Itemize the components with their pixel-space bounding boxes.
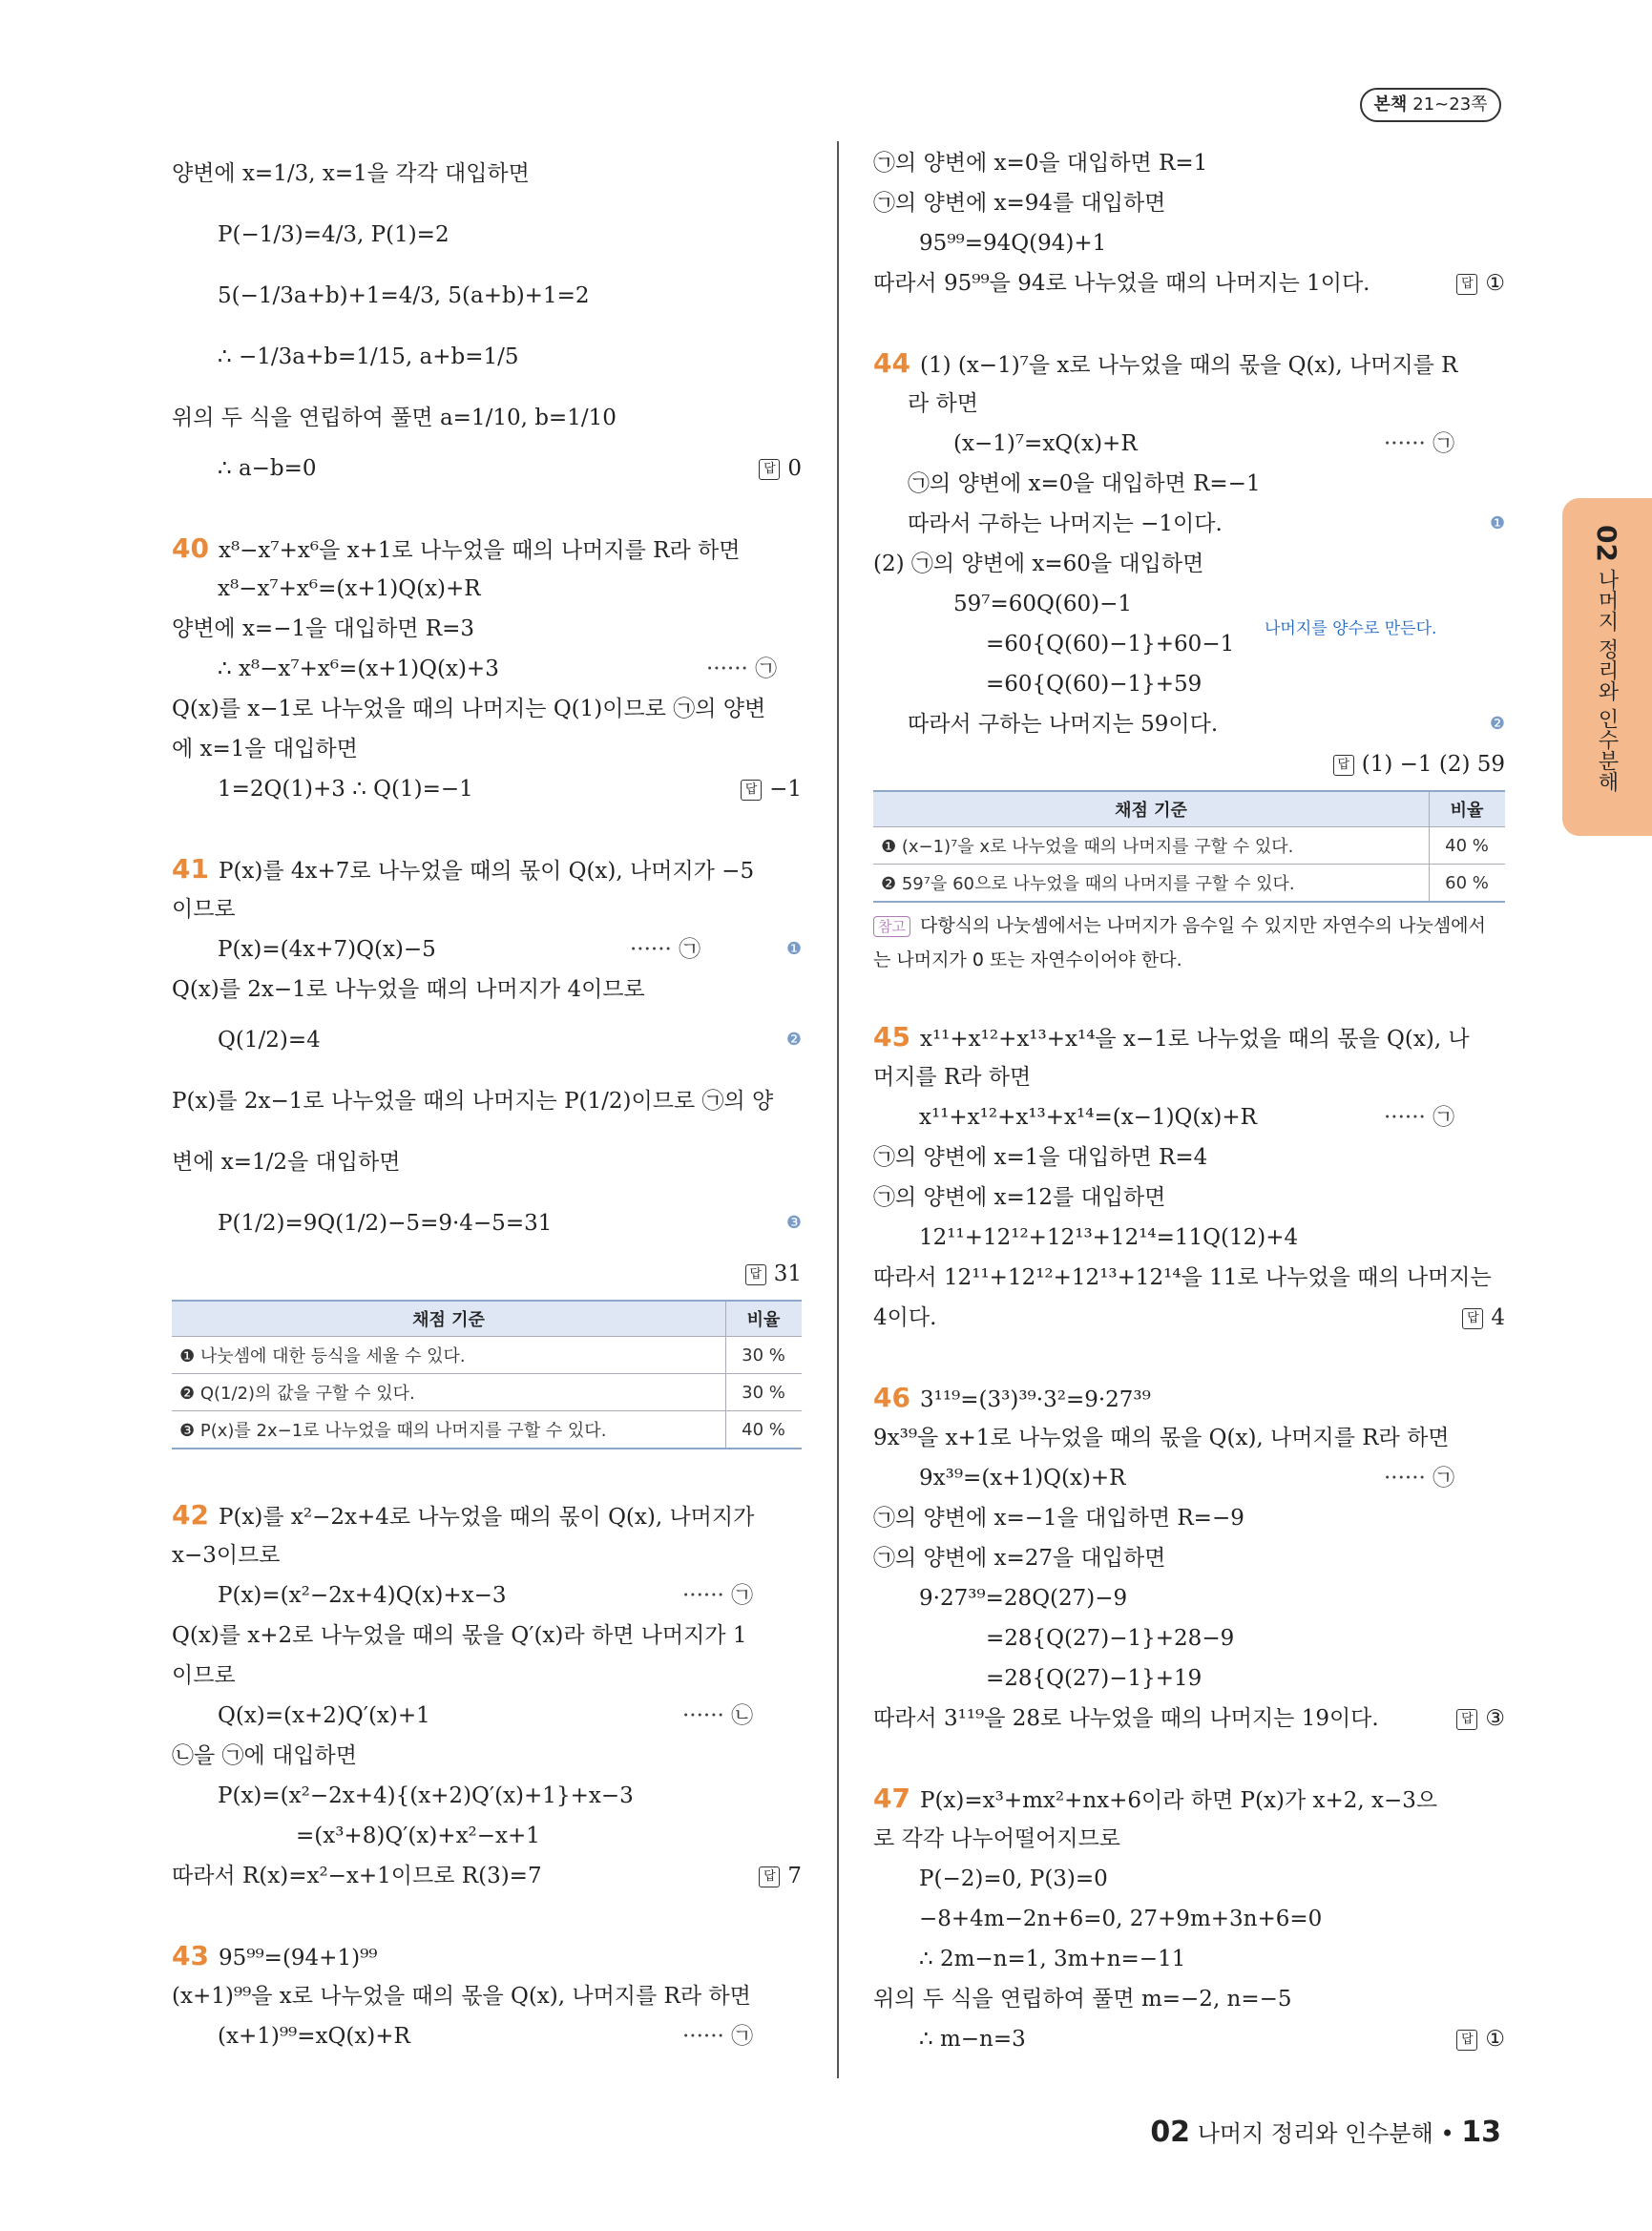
step-marker: ❶ <box>785 939 802 959</box>
p47-line: ∴ m−n=3 답 ① <box>873 2019 1505 2059</box>
p44-line: 따라서 구하는 나머지는 −1이다. ❶ <box>873 504 1505 544</box>
p46-line: ㉠의 양변에 x=27을 대입하면 <box>873 1546 1166 1571</box>
step-marker: ❷ <box>785 1030 802 1050</box>
callout-note: 나머지를 양수로 만든다. <box>1265 619 1437 638</box>
equation-tag: ······ ㉠ <box>1384 431 1455 456</box>
tip-label: 참고 <box>873 916 910 937</box>
p47-line: 로 각각 나누어떨어지므로 <box>873 1826 1121 1851</box>
table-header: 비율 <box>1430 791 1506 827</box>
grading-table-41 <box>172 1300 802 1449</box>
p40-line: 에 x=1을 대입하면 <box>172 737 358 761</box>
p41-line: P(x)=(4x+7)Q(x)−5 ······ ㉠ ❶ <box>172 929 802 970</box>
p44-line: =60{Q(60)−1}+59 <box>986 672 1202 697</box>
p46-line: 9x³⁹=(x+1)Q(x)+R ······ ㉠ <box>873 1458 1505 1498</box>
p46-line: =28{Q(27)−1}+19 <box>986 1666 1202 1691</box>
p40-line: Q(x)를 x−1로 나누었을 때의 나머지는 Q(1)이므로 ㉠의 양변 <box>172 697 766 721</box>
answer: 답 ③ <box>1456 1699 1505 1739</box>
table-row: ❶ (x−1)⁷을 x로 나누었을 때의 나머지를 구할 수 있다. 40 % <box>873 827 1505 865</box>
problem-43-header: 43 95⁹⁹=(94+1)⁹⁹ <box>172 1940 378 1971</box>
problem-40-header: 40 x⁸−x⁷+x⁶을 x+1로 나누었을 때의 나머지를 R라 하면 <box>172 532 741 564</box>
p41-line: 변에 x=1/2을 대입하면 <box>172 1150 401 1175</box>
p39-line: 양변에 x=1/3, x=1을 각각 대입하면 <box>172 161 530 186</box>
p46-line: 9·27³⁹=28Q(27)−9 <box>919 1586 1128 1611</box>
equation-tag: ······ ㉠ <box>682 2024 754 2049</box>
answer: 답 7 <box>759 1856 802 1896</box>
step-marker: ❷ <box>1489 714 1505 734</box>
p45-line: 12¹¹+12¹²+12¹³+12¹⁴=11Q(12)+4 <box>919 1225 1299 1250</box>
table-row: ❶ 나눗셈에 대한 등식을 세울 수 있다. 30 % <box>172 1337 802 1374</box>
left-column <box>172 143 802 2056</box>
p41-line: P(1/2)=9Q(1/2)−5=9·4−5=31 ❸ <box>172 1193 802 1254</box>
problem-46-header: 46 3¹¹⁹=(3³)³⁹·3²=9·27³⁹ <box>873 1382 1151 1413</box>
p40-line: 1=2Q(1)+3 ∴ Q(1)=−1 답 −1 <box>172 769 802 809</box>
p44-line: 라 하면 <box>908 391 978 416</box>
equation-tag: ······ ㉠ <box>706 657 778 681</box>
table-row: ❷ 59⁷을 60으로 나누었을 때의 나머지를 구할 수 있다. 60 % <box>873 865 1505 903</box>
p39-line: 5(−1/3a+b)+1=4/3, 5(a+b)+1=2 <box>218 283 590 308</box>
p40-line: 양변에 x=−1을 대입하면 R=3 <box>172 616 475 641</box>
answer: 답 ① <box>1456 263 1505 303</box>
p42-line: 따라서 R(x)=x²−x+1이므로 R(3)=7 답 7 <box>172 1856 802 1896</box>
reference-note: 참고 다항식의 나눗셈에서는 나머지가 음수일 수 있지만 자연수의 나눗셈에서 는 나머지가 0 또는 자연수이어야 한다. <box>873 915 1486 970</box>
problem-41-header: 41 P(x)를 4x+7로 나누었을 때의 몫이 Q(x), 나머지가 −5 <box>172 853 755 885</box>
p43-line: (x+1)⁹⁹을 x로 나누었을 때의 몫을 Q(x), 나머지를 R라 하면 <box>172 1984 751 2009</box>
answer: 답 4 <box>1462 1298 1505 1338</box>
p44-line: =60{Q(60)−1}+60−1 나머지를 양수로 만든다. <box>873 624 1505 664</box>
p40-line: ∴ x⁸−x⁷+x⁶=(x+1)Q(x)+3 ······ ㉠ <box>172 649 802 689</box>
p41-answer-line <box>172 1254 802 1294</box>
answer: 답 −1 <box>741 769 802 809</box>
p44-line: (x−1)⁷=xQ(x)+R ······ ㉠ <box>873 424 1505 464</box>
p46-line: 9x³⁹을 x+1로 나누었을 때의 몫을 Q(x), 나머지를 R라 하면 <box>873 1426 1450 1450</box>
p45-line: x¹¹+x¹²+x¹³+x¹⁴=(x−1)Q(x)+R ······ ㉠ <box>873 1097 1505 1137</box>
equation-tag: ······ ㉠ <box>682 1583 754 1608</box>
p47-line: −8+4m−2n+6=0, 27+9m+3n+6=0 <box>919 1907 1323 1931</box>
p46-line: ㉠의 양변에 x=−1을 대입하면 R=−9 <box>873 1506 1244 1531</box>
table-row: ❸ P(x)를 2x−1로 나누었을 때의 나머지를 구할 수 있다. 40 % <box>172 1411 802 1449</box>
p45-line: ㉠의 양변에 x=12를 대입하면 <box>873 1185 1166 1210</box>
equation-tag: ······ ㉠ <box>1384 1466 1455 1491</box>
p42-line: ㉡을 ㉠에 대입하면 <box>172 1743 357 1768</box>
p47-line: ∴ 2m−n=1, 3m+n=−11 <box>919 1947 1186 1971</box>
answer: 답 (1) −1 (2) 59 <box>1333 744 1505 784</box>
page-range-badge: 본책 21~23쪽 <box>1360 88 1501 122</box>
p42-line: 이므로 <box>172 1663 236 1688</box>
p47-line: 위의 두 식을 연립하여 풀면 m=−2, n=−5 <box>873 1987 1292 2012</box>
right-column <box>873 143 1505 2059</box>
p44-line: (2) ㉠의 양변에 x=60을 대입하면 <box>873 552 1204 576</box>
step-marker: ❶ <box>1489 513 1505 533</box>
p39-line: 위의 두 식을 연립하여 풀면 a=1/10, b=1/10 <box>172 406 617 430</box>
page-number: 13 <box>1461 2116 1501 2149</box>
table-row: ❷ Q(1/2)의 값을 구할 수 있다. 30 % <box>172 1374 802 1411</box>
p46-line: 따라서 3¹¹⁹을 28로 나누었을 때의 나머지는 19이다. 답 ③ <box>873 1699 1505 1739</box>
p47-line: P(−2)=0, P(3)=0 <box>919 1866 1108 1891</box>
p45-line: 따라서 12¹¹+12¹²+12¹³+12¹⁴을 11로 나누었을 때의 나머지는 <box>873 1265 1492 1290</box>
p43c-line: 95⁹⁹=94Q(94)+1 <box>919 231 1107 256</box>
grading-table-44 <box>873 790 1505 903</box>
p41-line: 이므로 <box>172 897 236 922</box>
page-footer: 02 나머지 정리와 인수분해 • 13 <box>1150 2116 1501 2149</box>
p41-line: Q(x)를 2x−1로 나누었을 때의 나머지가 4이므로 <box>172 977 645 1002</box>
p42-line: Q(x)=(x+2)Q′(x)+1 ······ ㉡ <box>172 1696 802 1736</box>
p45-line: 4이다. 답 4 <box>873 1298 1505 1338</box>
p43-line: (x+1)⁹⁹=xQ(x)+R ······ ㉠ <box>172 2016 802 2056</box>
p45-line: 머지를 R라 하면 <box>873 1065 1032 1090</box>
answer: 답 ① <box>1456 2019 1505 2059</box>
p41-line: P(x)를 2x−1로 나누었을 때의 나머지는 P(1/2)이므로 ㉠의 양 <box>172 1089 774 1114</box>
p43c-line: 따라서 95⁹⁹을 94로 나누었을 때의 나머지는 1이다. 답 ① <box>873 263 1505 303</box>
p39-line: P(−1/3)=4/3, P(1)=2 <box>218 222 450 247</box>
problem-45-header: 45 x¹¹+x¹²+x¹³+x¹⁴을 x−1로 나누었을 때의 몫을 Q(x), 나 <box>873 1021 1470 1053</box>
p40-line: x⁸−x⁷+x⁶=(x+1)Q(x)+R <box>218 576 481 601</box>
equation-tag: ······ ㉠ <box>630 937 701 962</box>
table-header: 채점 기준 <box>873 791 1430 827</box>
p44-line: 59⁷=60Q(60)−1 <box>953 592 1132 616</box>
problem-47-header: 47 P(x)=x³+mx²+nx+6이라 하면 P(x)가 x+2, x−3으 <box>873 1783 1438 1814</box>
p43c-line: ㉠의 양변에 x=94를 대입하면 <box>873 191 1166 216</box>
p42-line: =(x³+8)Q′(x)+x²−x+1 <box>296 1824 540 1848</box>
answer: 답 31 <box>745 1254 802 1294</box>
equation-tag: ······ ㉠ <box>1384 1105 1455 1130</box>
p45-line: ㉠의 양변에 x=1을 대입하면 R=4 <box>873 1145 1208 1170</box>
table-header: 비율 <box>726 1301 803 1337</box>
column-divider <box>837 141 839 2078</box>
p42-line: P(x)=(x²−2x+4){(x+2)Q′(x)+1}+x−3 <box>218 1783 634 1808</box>
answer: 답 0 <box>759 448 802 489</box>
chapter-side-tab: 02 나머지 정리와 인수분해 <box>1562 498 1652 836</box>
p44-answer-line <box>873 744 1505 784</box>
p46-line: =28{Q(27)−1}+28−9 <box>986 1626 1235 1651</box>
p39-line: ∴ a−b=0 답 0 <box>172 448 802 489</box>
equation-tag: ······ ㉡ <box>682 1703 754 1728</box>
problem-44-header: 44 (1) (x−1)⁷을 x로 나누었을 때의 몫을 Q(x), 나머지를 R <box>873 347 1458 379</box>
p42-line: Q(x)를 x+2로 나누었을 때의 몫을 Q′(x)라 하면 나머지가 1 <box>172 1623 747 1648</box>
p39-line: ∴ −1/3a+b=1/15, a+b=1/5 <box>218 344 519 369</box>
p44-line: 따라서 구하는 나머지는 59이다. ❷ <box>873 704 1505 744</box>
p43c-line: ㉠의 양변에 x=0을 대입하면 R=1 <box>873 151 1208 176</box>
p42-line: P(x)=(x²−2x+4)Q(x)+x−3 ······ ㉠ <box>172 1575 802 1616</box>
p41-line: Q(1/2)=4 ❷ <box>172 1010 802 1071</box>
p44-line: ㉠의 양변에 x=0을 대입하면 R=−1 <box>908 471 1261 496</box>
table-header: 채점 기준 <box>172 1301 726 1337</box>
step-marker: ❸ <box>785 1213 802 1233</box>
p42-line: x−3이므로 <box>172 1543 281 1568</box>
problem-42-header: 42 P(x)를 x²−2x+4로 나누었을 때의 몫이 Q(x), 나머지가 <box>172 1499 755 1531</box>
